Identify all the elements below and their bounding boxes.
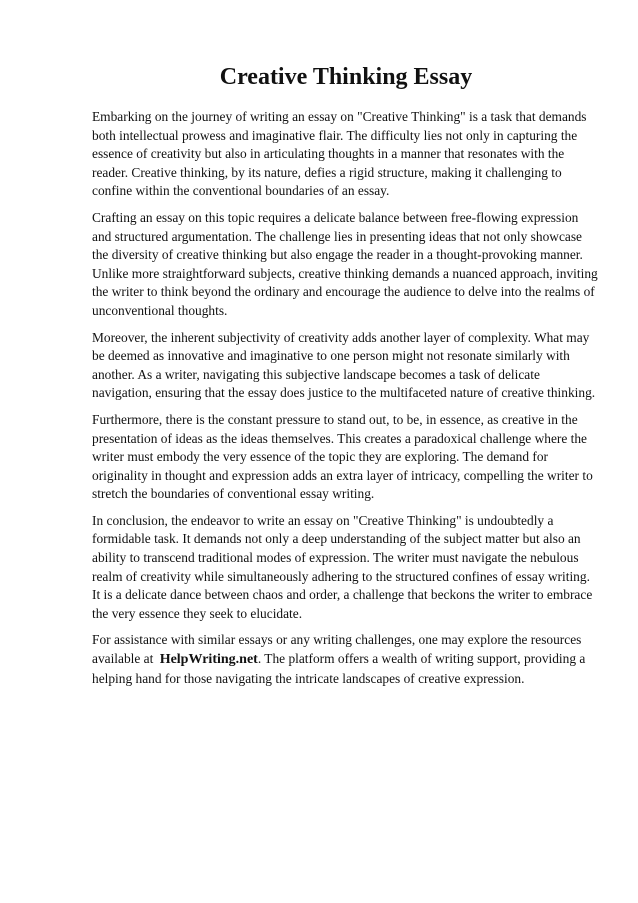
paragraph-4: Furthermore, there is the constant pressure to stand out, to be, in essence, as creative in the presentation of ideas as the ideas themselves. This creates a paradoxical challenge where the writer must embody the very essence of the topic they are exploring. The demand for originality in thought and expression adds an extra layer of intricacy, compelling the writer to stretch the boundaries of conventional essay writing. bbox=[92, 411, 593, 502]
helpwriting-link[interactable]: HelpWriting.net bbox=[159, 652, 258, 668]
document-title: Creative Thinking Essay bbox=[219, 64, 473, 90]
closing-text-before-link: For assistance with similar essays or any writing challenges, one may explore the resources available at bbox=[92, 632, 582, 667]
paragraph-1: Embarking on the journey of writing an essay on "Creative Thinking" is a task that demands both intellectual prowess and imaginative flair. The difficulty lies not only in capturing the essence of creativity but also in articulating thoughts in a manner that resonates with the reader. Creative thinking, by its nature, defies a rigid structure, making it challenging to confine within the conventional boundaries of an essay. bbox=[92, 109, 587, 199]
paragraph-3: Moreover, the inherent subjectivity of creativity adds another layer of complexity. What may be deemed as innovative and imaginative to one person might not resonate similarly with another. As a writer, navigating this subjective landscape becomes a task of delicate navigation, ensuring that the essay does justice to the multifaceted nature of creative thinking. bbox=[92, 329, 596, 401]
closing-text-after-link: . The platform offers a wealth of writing support, providing a helping hand for those navigating the intricate landscapes of creative expression. bbox=[92, 651, 586, 686]
paragraph-5: In conclusion, the endeavor to write an essay on "Creative Thinking" is undoubtedly a formidable task. It demands not only a deep understanding of the subject matter but also an ability to transcend traditional modes of expression. The writer must navigate the nebulous realm of creativity while simultaneously adhering to the structured confines of essay writing. It is a delicate dance between chaos and order, a challenge that beckons the writer to embrace the very essence they seek to elucidate. bbox=[92, 512, 593, 621]
paragraph-2: Crafting an essay on this topic requires a delicate balance between free-flowing expression and structured argumentation. The challenge lies in presenting ideas that not only showcase the diversity of creative thinking but also engage the reader in a thought-provoking manner. Unlike more straightforward subjects, creative thinking demands a nuanced approach, inviting the writer to think beyond the ordinary and encourage the audience to delve into the realms of unconventional thoughts. bbox=[92, 209, 598, 318]
document-page bbox=[92, 62, 600, 696]
closing-paragraph bbox=[92, 631, 600, 688]
